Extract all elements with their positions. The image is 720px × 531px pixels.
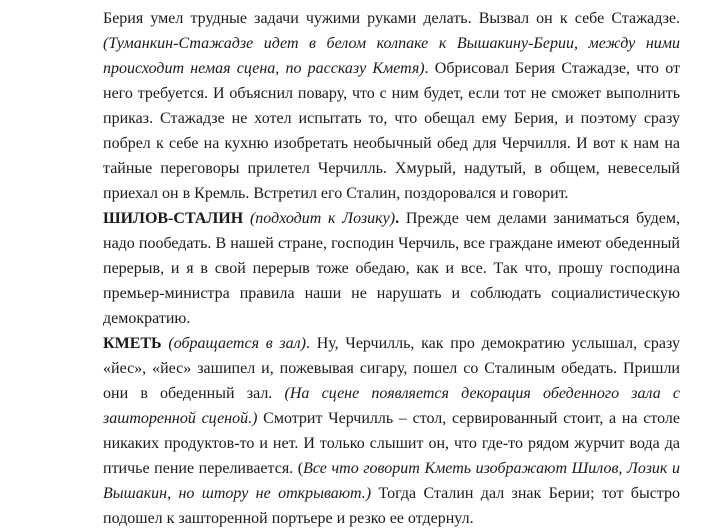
stage-direction: (На сцене появляется декорация обеденного зала с зашторенной сценой.) [103,385,681,427]
stage-direction: (Туманкин-Стажадзе идет в белом колпаке к Вышакину-Берии, между ними происходит немая сцена, по рассказу Кметя) [103,35,680,77]
speech-paragraph-kmet [103,331,680,531]
speaker-name: КМЕТЬ [103,335,162,352]
narration-text: . Обрисовал Берия Стажадзе, что от него требуется. И объяснил повару, что с ним будет, если тот не сможет выполнить приказ. Стажадзе не хотел испытать то, что обещал ему Берия, и поэтому сразу побрел к себе на кухню изобретать необычный обед для Черчилля. И вот к нам на тайные переговоры прилетел Черчилль. Хмурый, надутый, в общем, невеселый приехал он в Кремль. Встретил его Сталин, поздоровался и говорит. [103,60,680,202]
narration-paragraph [103,6,680,206]
speaker-punctuation: . [395,210,400,227]
speech-text: Тогда Сталин дал знак Берии; тот быстро подошел к зашторенной портьере и резко ее отдернул. [103,485,680,527]
speech-text: Смотрит Черчилль – стол, сервированный стоит, а на столе никаких продуктов-то и нет. И только слышит он, что где-то рядом журчит вода да птичье пение переливается. ( [103,410,680,477]
stage-direction: Все что говорит Кметь изображают Шилов, Лозик и Вышакин, но штору не открывают.) [103,460,681,502]
narration-text: Берия умел трудные задачи чужими руками делать. Вызвал он к себе Стажадзе. [103,10,680,27]
stage-direction: (обращается в зал) [168,335,306,352]
stage-direction: (подходит к Лозику) [249,210,396,227]
speech-paragraph-shilov-stalin [103,206,680,331]
spacer-text [243,210,250,227]
speaker-name: ШИЛОВ-СТАЛИН [103,210,244,227]
speech-text: . Ну, Черчилль, как про демократию услышал, сразу «йес», «йес» зашипел и, пожевывая сигару, пошел со Сталиным обедать. Пришли они в обеденный зал. [103,335,680,402]
speech-text: Прежде чем делами заниматься будем, надо пообедать. В нашей стране, господин Черчиль, все граждане имеют обеденный перерыв, и я в свой перерыв тоже обедаю, как и все. Так что, прошу господина премьер-министра правила наши не нарушать и соблюдать социалистическую демократию. [103,210,681,327]
